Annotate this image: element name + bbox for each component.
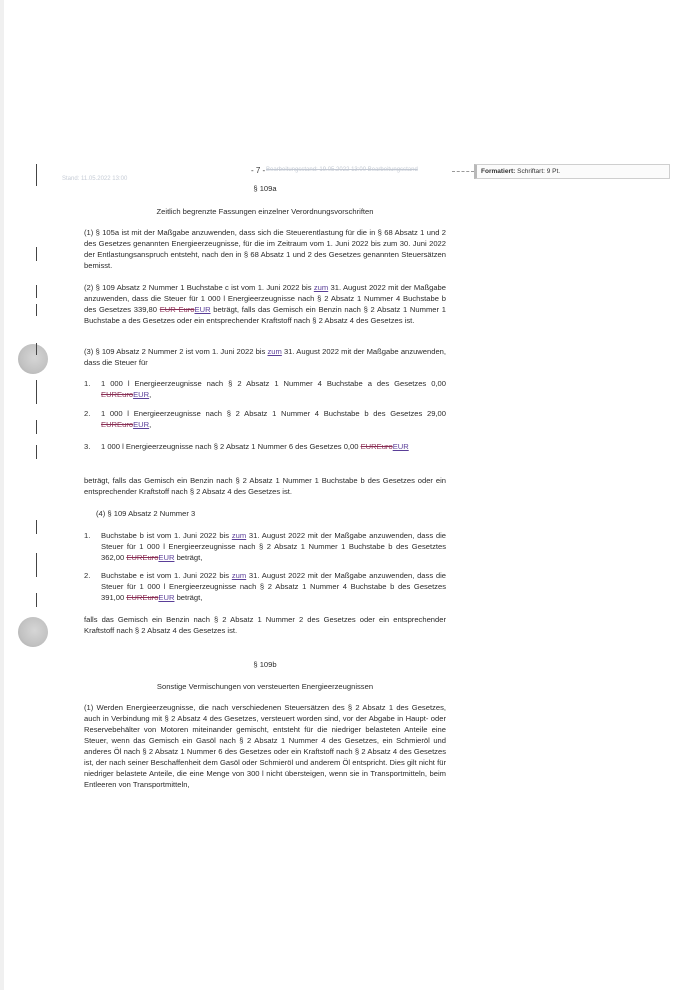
punch-hole <box>18 617 48 647</box>
list-number: 1. <box>84 531 91 540</box>
inserted-text: EUR <box>133 390 150 399</box>
list-item <box>84 570 446 603</box>
change-bar <box>36 553 37 577</box>
list-number: 1. <box>84 379 91 388</box>
inserted-text: EUR <box>392 442 409 451</box>
text-run: 1 000 l Energieerzeugnisse nach § 2 Absatz 1 Nummer 4 Buchstabe a des Gesetzes 0,00 <box>101 379 446 388</box>
deleted-text: EUREuro <box>126 553 159 562</box>
inserted-text: EUR <box>158 553 175 562</box>
deleted-text: EUREuro <box>101 420 134 429</box>
list-item <box>84 530 446 563</box>
format-comment-balloon[interactable] <box>474 164 670 179</box>
inserted-text: zum <box>267 347 282 356</box>
section-title-109a: Zeitlich begrenzte Fassungen einzelner Verordnungsvorschriften <box>156 207 374 216</box>
paragraph-109b-1: (1) Werden Energieerzeugnisse, die nach verschiedenen Steuersätzen des § 2 Absatz 1 des Gesetzes, auch in Verbindung mit § 2 Absatz 4 des Gesetzes, versteuert worden sind, vor der Abgabe in Haupt- oder Reservebehälter von Motoren miteinander gemischt, entsteht für die niedriger belasteten Anteile eine Steuer, wenn das Gemisch ein Gasöl nach § 2 Absatz 1 Nummer 4 des Gesetzes, ein Schmieröl und anderes Öl nach § 2 Absatz 1 Nummer 6 des Gesetzes oder ein Kraftstoff nach § 2 Absatz 4 des Gesetzes ist, der nach seiner Beschaffenheit dem Gasöl oder Schmieröl und anderem Öl entspricht. Dies gilt nicht für niedriger belastete Anteile, die eine Menge von 300 l nicht übersteigen, wenn sie in Transportmitteln, beim Entleeren von Transportmitteln, <box>84 703 446 789</box>
inserted-text: zum <box>313 283 329 292</box>
list-item <box>84 378 446 400</box>
section-title-109b: Sonstige Vermischungen von versteuerten Energieerzeugnissen <box>156 682 374 691</box>
change-bar <box>36 304 37 316</box>
text-run: beträgt, <box>174 553 203 562</box>
deleted-text: EUREuro <box>126 593 159 602</box>
text-run: 31. August 2022 mit der Maßgabe anzuwenden, dass die Steuer für <box>84 347 447 367</box>
inserted-text: zum <box>231 571 247 580</box>
paragraph-109a-4: (4) § 109 Absatz 2 Nummer 3 <box>96 509 196 518</box>
list-item <box>84 441 446 452</box>
change-bar <box>36 420 37 434</box>
list-number: 3. <box>84 442 91 451</box>
inserted-text: EUR <box>133 420 150 429</box>
text-run: 31. August 2022 mit der Maßgabe anzuwenden, dass die Steuer für 1 000 l Energieerzeugnisse nach § 2 Absatz 1 Nummer 1 Buchstabe b des Gesetztes 362,00 <box>101 531 446 562</box>
paragraph-109a-4-tail: falls das Gemisch ein Benzin nach § 2 Absatz 1 Nummer 2 des Gesetzes oder ein entsprechender Kraftstoff nach § 2 Absatz 4 des Gesetzes ist. <box>84 615 446 635</box>
text-run: Buchstabe b ist vom 1. Juni 2022 bis <box>101 531 232 540</box>
page-edge <box>0 0 4 990</box>
change-bar <box>36 285 37 298</box>
text-run: 31. August 2022 mit der Maßgabe anzuwenden, dass die Steuer für 1 000 l Energieerzeugnisse nach § 2 Absatz 1 Nummer 4 Buchstabe b des Gesetzes 339,80 <box>84 283 446 314</box>
paragraph-109a-2 <box>84 282 446 326</box>
page-number: - 7 - <box>251 166 266 175</box>
comment-text: Schriftart: 9 Pt. <box>515 168 561 175</box>
comment-connector <box>452 171 474 172</box>
deleted-header-note: Bearbeitungsstand: 19.05.2022 13:00 Bearbeitungsstand <box>266 167 418 173</box>
date-stamp: Stand: 11.05.2022 13:00 <box>62 176 128 182</box>
text-run: Buchstabe e ist vom 1. Juni 2022 bis <box>101 571 232 580</box>
list-number: 2. <box>84 409 91 418</box>
paragraph-109a-3 <box>84 346 446 368</box>
section-heading-109b: § 109b <box>253 660 277 669</box>
deleted-text: EUR Euro <box>159 305 195 314</box>
deleted-text: EUREuro <box>360 442 393 451</box>
deleted-text: EUREuro <box>101 390 134 399</box>
change-bar <box>36 247 37 261</box>
text-run: , <box>149 420 152 429</box>
comment-label: Formatiert: <box>481 168 516 175</box>
text-run: , <box>149 390 152 399</box>
punch-hole <box>18 344 48 374</box>
change-bar <box>36 593 37 607</box>
inserted-text: EUR <box>194 305 211 314</box>
inserted-text: EUR <box>158 593 175 602</box>
paragraph-109a-3-tail: beträgt, falls das Gemisch ein Benzin nach § 2 Absatz 1 Nummer 1 Buchstabe b des Gesetzes oder ein entsprechender Kraftstoff nach § 2 Absatz 4 des Gesetzes ist. <box>84 476 446 496</box>
text-run: beträgt, <box>174 593 203 602</box>
paragraph-109a-1: (1) § 105a ist mit der Maßgabe anzuwenden, dass sich die Steuerentlastung für die in § 68 Absatz 1 und 2 des Gesetzes genannten Energieerzeugnisse, für die im Zeitraum vom 1. Juni 2022 bis zum 30. Juni 2022 der Entlastungsanspruch entsteht, nach den in § 68 Absatz 1 und 2 des Gesetzes genannten Steuersätzen bemisst. <box>84 228 446 270</box>
inserted-text: zum <box>231 531 247 540</box>
text-run: (3) § 109 Absatz 2 Nummer 2 ist vom 1. Juni 2022 bis <box>84 347 268 356</box>
list-item <box>84 408 446 430</box>
text-run: 1 000 l Energieerzeugnisse nach § 2 Absatz 1 Nummer 6 des Gesetzes 0,00 <box>101 442 361 451</box>
list-number: 2. <box>84 571 91 580</box>
change-bar <box>36 520 37 534</box>
change-bar <box>36 445 37 459</box>
text-run: (2) § 109 Absatz 2 Nummer 1 Buchstabe c ist vom 1. Juni 2022 bis <box>84 283 314 292</box>
text-run: 31. August 2022 mit der Maßgabe anzuwenden, dass die Steuer für 1 000 l Energieerzeugnisse nach § 2 Absatz 1 Nummer 4 Buchstabe b des Gesetzes 391,00 <box>101 571 446 602</box>
section-heading-109a: § 109a <box>253 184 277 193</box>
text-run: beträgt, falls das Gemisch ein Benzin nach § 2 Absatz 1 Nummer 1 Buchstabe a des Gesetzes oder ein entsprechender Kraftstoff nach § 2 Absatz 4 des Gesetzes ist. <box>84 305 446 325</box>
change-bar <box>36 343 37 355</box>
change-bar <box>36 164 37 186</box>
change-bar <box>36 380 37 404</box>
text-run: 1 000 l Energieerzeugnisse nach § 2 Absatz 1 Nummer 4 Buchstabe b des Gesetzes 29,00 <box>101 409 446 418</box>
